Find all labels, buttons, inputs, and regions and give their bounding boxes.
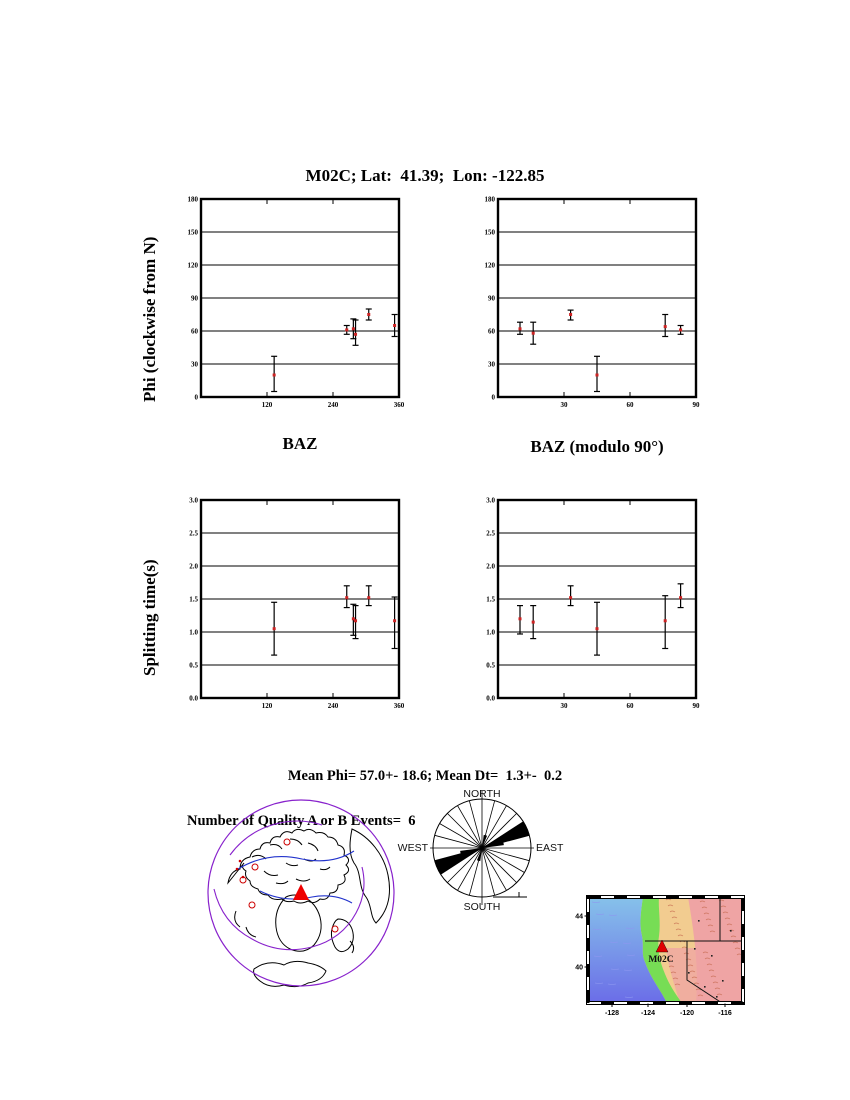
svg-text:2.5: 2.5 bbox=[189, 529, 198, 538]
event-marker bbox=[332, 926, 338, 932]
svg-text:0.0: 0.0 bbox=[189, 694, 198, 703]
svg-text:120: 120 bbox=[484, 261, 495, 270]
coastline bbox=[228, 829, 349, 903]
svg-text:240: 240 bbox=[327, 702, 339, 710]
map-xtick: -116 bbox=[718, 1010, 732, 1017]
svg-text:30: 30 bbox=[488, 360, 495, 369]
event-count-line: Number of Quality A or B Events= 6 bbox=[187, 813, 416, 829]
event-marker bbox=[252, 864, 258, 870]
svg-text:180: 180 bbox=[484, 195, 495, 204]
phi-axis-label: Phi (clockwise from N) bbox=[140, 236, 159, 402]
svg-text:120: 120 bbox=[261, 702, 273, 710]
east-label: EAST bbox=[536, 842, 564, 854]
svg-text:30: 30 bbox=[560, 702, 568, 710]
globe-map bbox=[200, 793, 410, 1003]
svg-text:90: 90 bbox=[692, 401, 700, 409]
svg-text:0: 0 bbox=[491, 393, 495, 402]
svg-text:120: 120 bbox=[261, 401, 273, 409]
svg-text:240: 240 bbox=[327, 401, 339, 409]
map-ytick: 40 bbox=[575, 964, 583, 972]
coastline bbox=[350, 829, 390, 923]
svg-text:1.0: 1.0 bbox=[486, 628, 495, 637]
event-dot bbox=[239, 860, 242, 863]
map-xtick: -128 bbox=[604, 1010, 620, 1017]
svg-text:60: 60 bbox=[626, 702, 634, 710]
svg-text:90: 90 bbox=[488, 294, 495, 303]
event-dot bbox=[242, 876, 245, 879]
mean-phi-dt-line: Mean Phi= 57.0+- 18.6; Mean Dt= 1.3+- 0.2 bbox=[287, 768, 563, 784]
svg-text:2.5: 2.5 bbox=[486, 529, 495, 538]
svg-text:3.0: 3.0 bbox=[486, 496, 495, 505]
svg-text:0.0: 0.0 bbox=[486, 694, 495, 703]
svg-text:90: 90 bbox=[692, 702, 700, 710]
south-label: SOUTH bbox=[463, 901, 501, 913]
rose-diagram bbox=[395, 785, 575, 935]
station-label: M02C bbox=[648, 955, 674, 965]
plate-boundary bbox=[214, 867, 364, 950]
svg-text:1.5: 1.5 bbox=[189, 595, 198, 604]
event-marker bbox=[284, 839, 290, 845]
station-triangle bbox=[293, 884, 309, 900]
baz-mod90-axis-label: BAZ (modulo 90°) bbox=[530, 437, 664, 456]
svg-text:2.0: 2.0 bbox=[486, 562, 495, 571]
svg-text:360: 360 bbox=[393, 401, 405, 409]
event-marker bbox=[249, 902, 255, 908]
svg-text:1.5: 1.5 bbox=[486, 595, 495, 604]
svg-text:150: 150 bbox=[187, 228, 198, 237]
svg-text:0: 0 bbox=[194, 393, 198, 402]
svg-text:60: 60 bbox=[626, 401, 634, 409]
map-xtick: -124 bbox=[640, 1010, 656, 1017]
svg-text:3.0: 3.0 bbox=[189, 496, 198, 505]
region-map bbox=[570, 888, 755, 1020]
splitting-time-axis-label: Splitting time(s) bbox=[140, 559, 159, 676]
svg-text:180: 180 bbox=[187, 195, 198, 204]
svg-text:120: 120 bbox=[187, 261, 198, 270]
svg-text:60: 60 bbox=[191, 327, 198, 336]
phi-vs-baz-mod90-chart bbox=[480, 192, 715, 420]
svg-text:360: 360 bbox=[393, 702, 405, 710]
event-dot bbox=[236, 868, 239, 871]
coastline bbox=[254, 961, 326, 986]
rose-wedge bbox=[482, 821, 529, 848]
baz-axis-label: BAZ bbox=[282, 434, 318, 453]
west-label: WEST bbox=[397, 842, 428, 854]
svg-text:1.0: 1.0 bbox=[189, 628, 198, 637]
north-label: NORTH bbox=[463, 788, 501, 800]
svg-text:90: 90 bbox=[191, 294, 198, 303]
plate-boundary bbox=[230, 821, 322, 855]
svg-text:0.5: 0.5 bbox=[486, 661, 495, 670]
coastline bbox=[276, 895, 321, 951]
map-xtick: -120 bbox=[679, 1010, 695, 1017]
svg-text:30: 30 bbox=[191, 360, 198, 369]
rose-wedge bbox=[435, 848, 482, 875]
phi-vs-baz-chart bbox=[183, 192, 418, 420]
dt-vs-baz-chart bbox=[183, 493, 418, 721]
page-title: M02C; Lat: 41.39; Lon: -122.85 bbox=[305, 166, 545, 185]
svg-text:2.0: 2.0 bbox=[189, 562, 198, 571]
svg-text:30: 30 bbox=[560, 401, 568, 409]
plate-boundary bbox=[238, 851, 354, 869]
svg-text:150: 150 bbox=[484, 228, 495, 237]
coastline bbox=[331, 919, 353, 952]
dt-vs-baz-mod90-chart bbox=[480, 493, 715, 721]
map-ytick: 44 bbox=[575, 913, 583, 921]
svg-text:0.5: 0.5 bbox=[189, 661, 198, 670]
svg-text:60: 60 bbox=[488, 327, 495, 336]
